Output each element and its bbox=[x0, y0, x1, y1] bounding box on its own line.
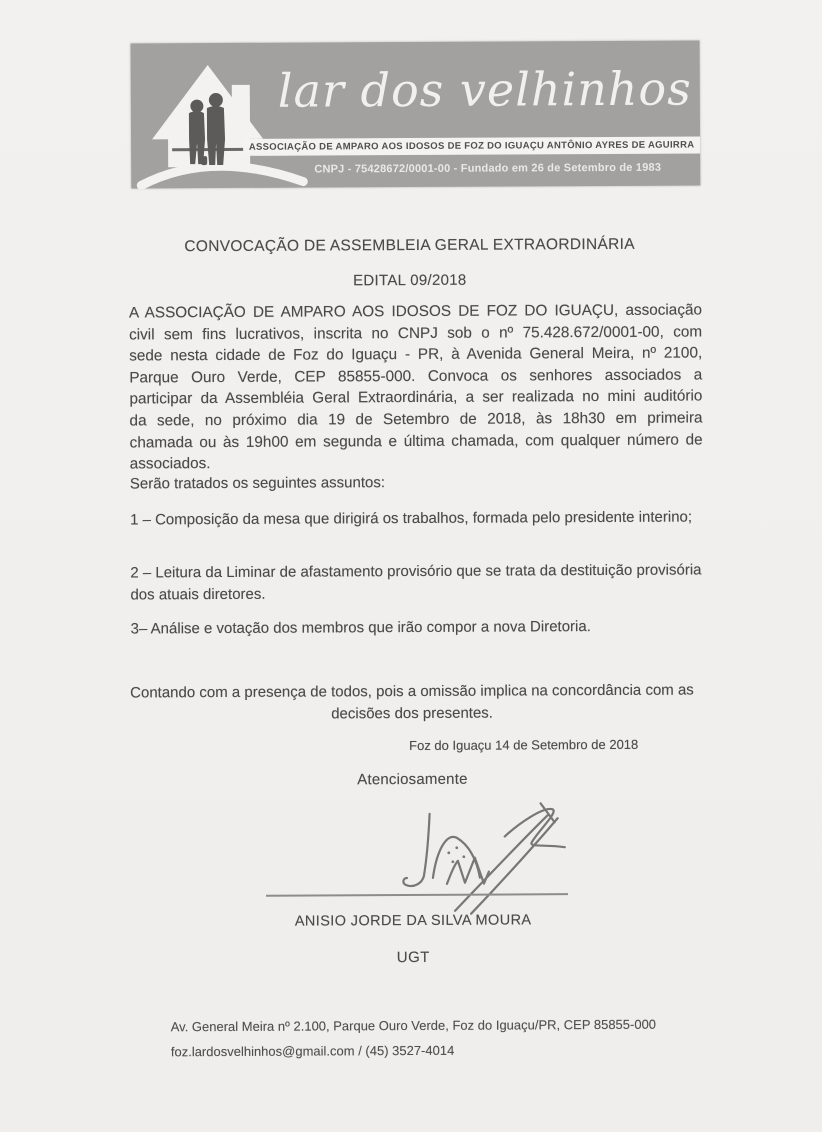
topic-item-3: 3– Análise e votação dos membros que irão compor a nova Diretoria. bbox=[130, 618, 591, 638]
document-title: CONVOCAÇÃO DE ASSEMBLEIA GERAL EXTRAORDINÁRIA bbox=[184, 235, 635, 256]
footer-contact-block bbox=[171, 1011, 731, 1064]
topic-item-1: 1 – Composição da mesa que dirigirá os trabalhos, formada pelo presidente interino; bbox=[130, 508, 693, 529]
letterhead-banner bbox=[131, 40, 701, 188]
signatory-organization: UGT bbox=[396, 948, 430, 967]
edital-number: EDITAL 09/2018 bbox=[353, 271, 467, 290]
handwritten-signature-scribble bbox=[396, 791, 612, 920]
topic-item-2: 2 – Leitura da Liminar de afastamento provisório que se trata da destituição provisória dos atuais diretores. bbox=[130, 561, 702, 603]
salutation: Atenciosamente bbox=[357, 770, 468, 789]
date-line: Foz do Iguaçu 14 de Setembro de 2018 bbox=[409, 736, 639, 754]
cnpj-founded-line: CNPJ - 75428672/0001-00 - Fundado em 26 de Setembro de 1983 bbox=[314, 161, 662, 176]
logo-title: lar dos velhinhos bbox=[277, 61, 692, 118]
footer-address: Av. General Meira nº 2.100, Parque Ouro Verde, Foz do Iguaçu/PR, CEP 85855-000 bbox=[170, 1016, 657, 1035]
association-name-text: ASSOCIAÇÃO DE AMPARO AOS IDOSOS DE FOZ DO IGUAÇU ANTÔNIO AYRES DE AGUIRRA bbox=[248, 139, 695, 153]
topics-intro: Serão tratados os seguintes assuntos: bbox=[129, 474, 386, 493]
association-name-strip bbox=[243, 136, 700, 155]
intro-paragraph: A ASSOCIAÇÃO DE AMPARO AOS IDOSOS DE FOZ DO IGUAÇU, associação civil sem fins lucrativos, inscrita no CNPJ sob o nº 75.428.672/0001-00, com sede nesta cidade de Foz do Iguaçu - PR, à Avenida General Meira, nº 2100, Parque Ouro Verde, CEP 85855-000. Convoca os senhores associados a participar da Assembléia Geral Extraordinária, a ser realizada no mini auditório da sede, no próximo dia 19 de Setembro de 2018, às 18h30 em primeira chamada ou às 19h00 em segunda e última chamada, com qualquer número de associados. bbox=[128, 301, 703, 473]
closing-paragraph: Contando com a presença de todos, pois a omissão implica na concordância com as decisões dos presentes. bbox=[130, 681, 694, 722]
footer-contact: foz.lardosvelhinhos@gmail.com / (45) 3527-4014 bbox=[170, 1042, 455, 1060]
signatory-name: ANISIO JORDE DA SILVA MOURA bbox=[294, 912, 532, 930]
